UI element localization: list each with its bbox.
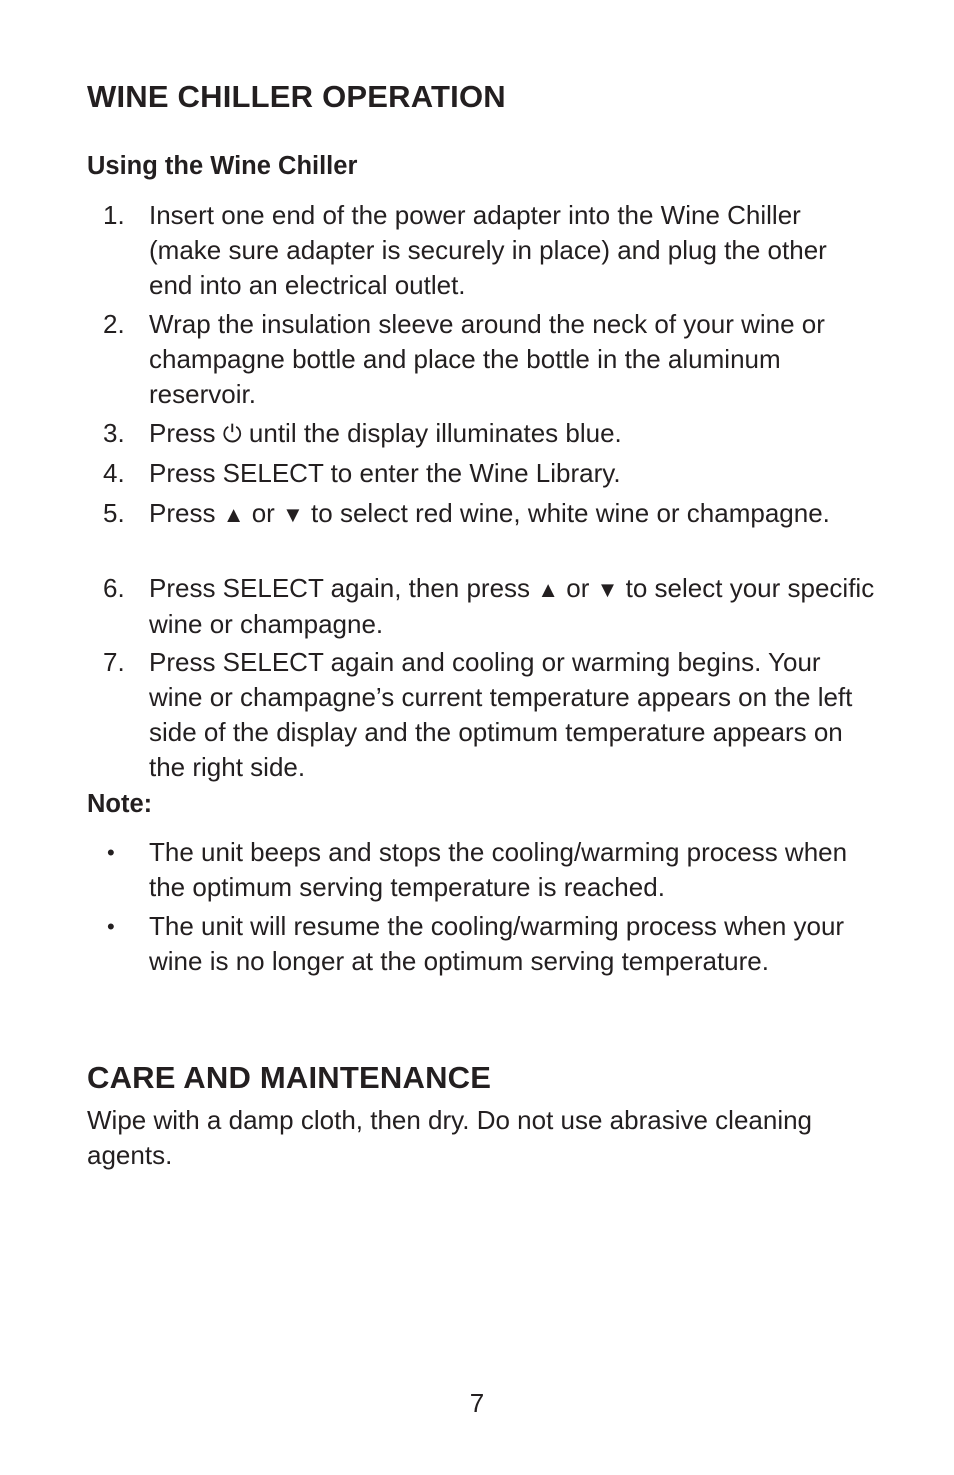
note-item-1: [87, 835, 877, 905]
step-1: [87, 198, 877, 303]
step-2: [87, 307, 877, 412]
step-text-pre: Press: [149, 498, 223, 528]
step-text: [149, 496, 877, 532]
note-item-2: [87, 909, 877, 979]
step-4: [87, 456, 877, 491]
step-3: [87, 416, 877, 452]
step-number: 7.: [103, 647, 125, 677]
bullet-icon: •: [107, 914, 115, 939]
page-number: 7: [469, 1388, 485, 1418]
step-text: [149, 416, 877, 452]
step-6: [87, 571, 877, 642]
down-arrow-icon: ▼: [282, 502, 304, 527]
section-title-operation: WINE CHILLER OPERATION: [87, 79, 506, 114]
step-7: [87, 645, 877, 785]
step-text: Insert one end of the power adapter into the Wine Chiller (make sure adapter is securely in place) and plug the other end into an electrical outlet.: [149, 200, 827, 300]
step-5: [87, 496, 877, 532]
step-text: Press SELECT to enter the Wine Library.: [149, 458, 621, 488]
subsection-title-using: Using the Wine Chiller: [87, 152, 358, 180]
step-text-post: to select red wine, white wine or champagne.: [303, 498, 830, 528]
bullet-icon: •: [107, 840, 115, 865]
step-text-pre: Press SELECT again, then press: [149, 573, 538, 603]
step-text-post: to select your specific wine or champagne.: [149, 573, 875, 639]
step-text: Wrap the insulation sleeve around the neck of your wine or champagne bottle and place the bottle in the aluminum reservoir.: [149, 309, 825, 409]
step-text: Press SELECT again and cooling or warming begins. Your wine or champagne’s current temperature appears on the left side of the display and the optimum temperature appears on the right side.: [149, 647, 853, 782]
step-text: [149, 571, 877, 642]
step-text-mid: or: [244, 498, 283, 528]
down-arrow-icon: ▼: [596, 577, 619, 602]
note-text: The unit beeps and stops the cooling/warming process when the optimum serving temperature is reached.: [149, 837, 848, 902]
power-icon: ⏻: [222, 421, 242, 448]
up-arrow-icon: ▲: [222, 502, 245, 527]
step-number: 5.: [103, 498, 125, 528]
up-arrow-icon: ▲: [537, 577, 560, 602]
step-text-post: until the display illuminates blue.: [241, 418, 622, 448]
step-text-mid: or: [559, 573, 597, 603]
step-number: 4.: [103, 458, 125, 488]
step-text-pre: Press: [149, 418, 223, 448]
step-number: 2.: [103, 309, 125, 339]
step-number: 1.: [103, 200, 125, 230]
step-number: 3.: [103, 418, 125, 448]
step-number: 6.: [103, 573, 125, 603]
note-label: Note:: [87, 790, 153, 818]
note-text: The unit will resume the cooling/warming process when your wine is no longer at the optimum serving temperature.: [149, 911, 845, 976]
care-text: Wipe with a damp cloth, then dry. Do not use abrasive cleaning agents.: [87, 1105, 813, 1170]
section-title-care: CARE AND MAINTENANCE: [87, 1060, 492, 1095]
